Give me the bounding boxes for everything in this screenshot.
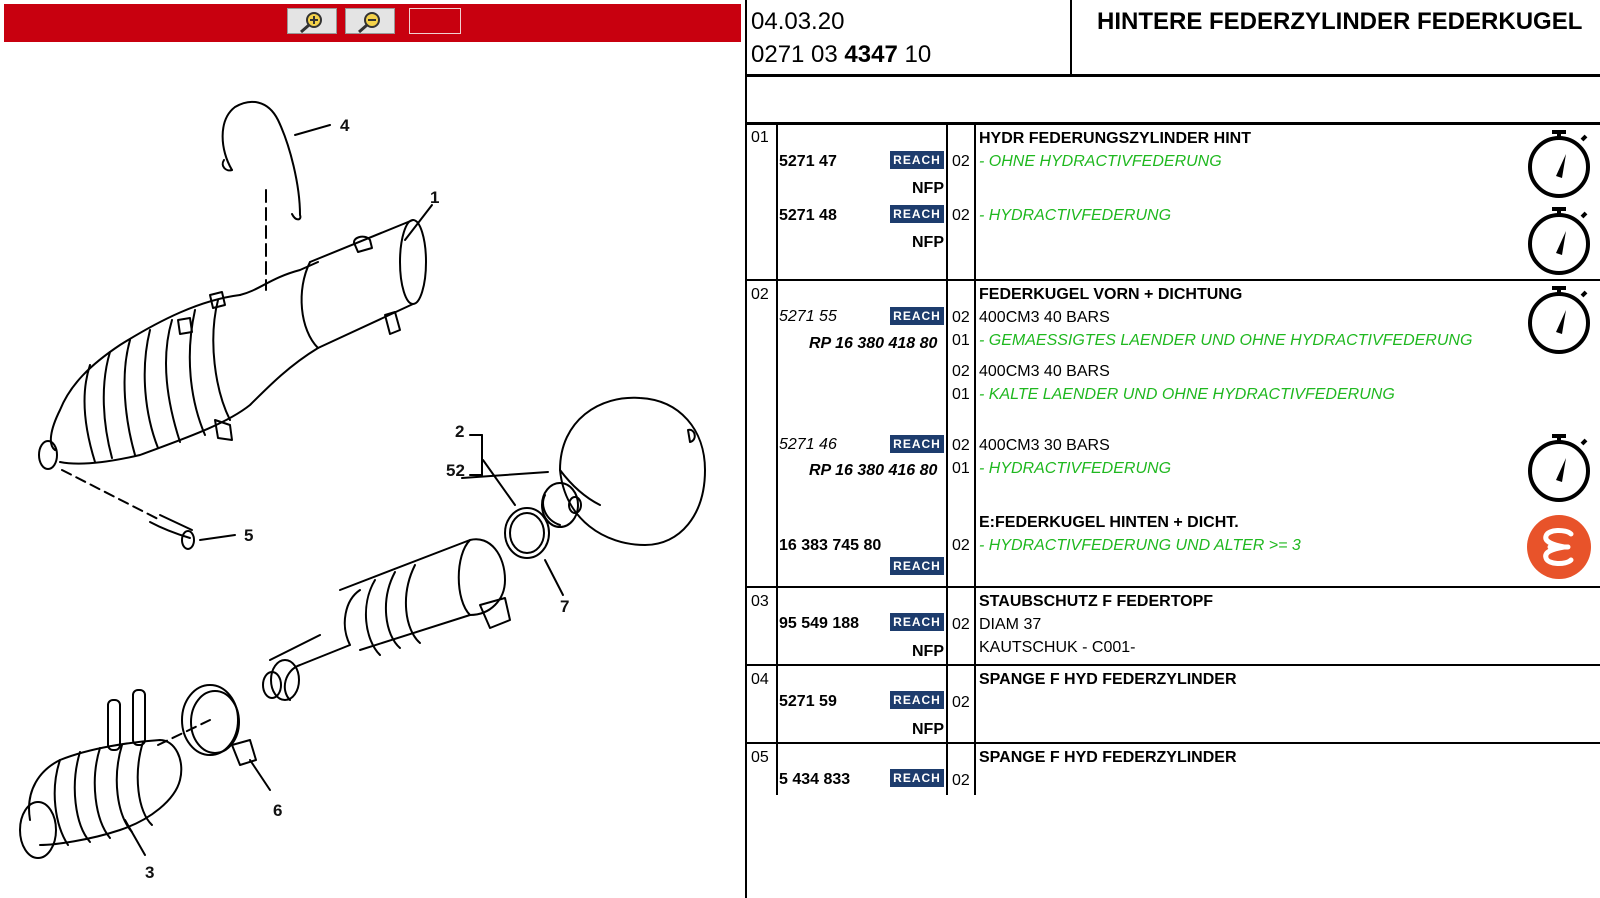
part-1-cylinder xyxy=(400,220,426,304)
part-number-5271-47[interactable]: 5271 47 xyxy=(779,153,837,170)
header-date: 04.03.20 xyxy=(751,8,845,35)
section-02-title: FEDERKUGEL VORN + DICHTUNG xyxy=(979,286,1243,303)
stopwatch-icon[interactable] xyxy=(1526,126,1592,200)
section-02-pos: 02 xyxy=(751,286,769,303)
part-number-5271-59[interactable]: 5271 59 xyxy=(779,693,837,710)
callout-52: 52 xyxy=(446,461,465,480)
section-04-pos: 04 xyxy=(751,671,769,688)
eco-part-icon[interactable] xyxy=(1526,514,1592,580)
zoom-in-icon xyxy=(297,11,327,33)
reach-badge: REACH xyxy=(890,769,944,787)
part-number-5271-48[interactable]: 5271 48 xyxy=(779,207,837,224)
stopwatch-icon[interactable] xyxy=(1526,203,1592,277)
part-5-pin xyxy=(150,522,190,538)
reach-badge: REACH xyxy=(890,691,944,709)
part-2-sphere xyxy=(560,398,705,545)
parts-table: 04.03.20 0271 03 4347 10 HINTERE FEDERZYLINDER FEDERKUGEL 01 HYDR FEDERUNGSZYLINDER HINT 5271 47 REACH 02 - OHNE HYDRACTIVFEDERUNG NFP 5271 48 REACH 02 - HYDRACTIVFEDERUNG NFP 02 FEDERKUGEL VORN + DICHTUNG 5271 55 REACH 02 400CM3 40 BARS RP 16 380 418 80 01 - GEMAESSIGTES LAENDER UND OHNE HYDRACTIVFEDERUNG 02 400CM3 40 BARS 01 - KALTE LAENDER UND OHNE HYDRACTIVFEDERUNG 5271 46 REACH 02 400CM3 30 BARS RP 16 380 416 80 01 - HYDRACTIVFEDERUNG E:FEDERKUGEL HINTEN + DICHT. 16 383 745 80 02 - HYDRACTIVFEDERUNG UND ALTER >= 3 REACH 03 STAUBSCHUTZ F FEDERTOPF 95 549 188 REACH 02 DIAM 37 NFP KAUTSCHUK - C001- 04 SPANGE F HYD FEDERZYLINDER 5271 59 REACH 02 NFP 05 SPANGE F HYD FEDERZYLINDER 5 434 833 REACH 02 xyxy=(747,0,1600,898)
stopwatch-icon[interactable] xyxy=(1526,430,1592,504)
section-05-pos: 05 xyxy=(751,749,769,766)
exploded-parts-diagram xyxy=(0,50,745,898)
zoom-field[interactable] xyxy=(409,8,461,34)
part-number-16-383-745-80[interactable]: 16 383 745 80 xyxy=(779,537,882,554)
diagram-toolbar xyxy=(4,4,741,42)
callout-1: 1 xyxy=(430,188,440,207)
part-number-5271-46[interactable]: 5271 46 xyxy=(779,436,837,453)
callout-7: 7 xyxy=(560,597,570,616)
nfp-flag: NFP xyxy=(912,721,944,738)
zoom-out-button[interactable] xyxy=(345,8,395,34)
reach-badge: REACH xyxy=(890,205,944,223)
callout-4: 4 xyxy=(340,116,350,135)
section-03-title: STAUBSCHUTZ F FEDERTOPF xyxy=(979,593,1214,610)
section-03-pos: 03 xyxy=(751,593,769,610)
part-7-seal xyxy=(505,508,549,558)
section-01-title: HYDR FEDERUNGSZYLINDER HINT xyxy=(979,130,1252,147)
callout-2: 2 xyxy=(455,422,465,441)
part-number-5271-55[interactable]: 5271 55 xyxy=(779,308,837,325)
zoom-in-button[interactable] xyxy=(287,8,337,34)
reach-badge: REACH xyxy=(890,307,944,325)
reach-badge: REACH xyxy=(890,613,944,631)
reach-badge: REACH xyxy=(890,557,944,575)
callout-5: 5 xyxy=(244,526,254,545)
diagram-panel xyxy=(0,0,745,898)
nfp-flag: NFP xyxy=(912,180,944,197)
callout-3: 3 xyxy=(145,863,155,882)
part-number-5-434-833[interactable]: 5 434 833 xyxy=(779,771,851,788)
reach-badge: REACH xyxy=(890,435,944,453)
zoom-out-icon xyxy=(355,11,385,33)
header-reference: 0271 03 4347 10 xyxy=(751,41,932,68)
stopwatch-icon[interactable] xyxy=(1526,282,1592,356)
part-number-rp-16-380-418-80[interactable]: RP 16 380 418 80 xyxy=(809,335,938,352)
section-01-pos: 01 xyxy=(751,129,769,146)
nfp-flag: NFP xyxy=(912,234,944,251)
section-02-sub-title: E:FEDERKUGEL HINTEN + DICHT. xyxy=(979,514,1239,531)
page-title: HINTERE FEDERZYLINDER FEDERKUGEL xyxy=(1097,8,1583,35)
part-4-clip xyxy=(223,102,301,220)
part-number-95-549-188[interactable]: 95 549 188 xyxy=(779,615,860,632)
section-05-title: SPANGE F HYD FEDERZYLINDER xyxy=(979,749,1237,766)
middle-cylinder xyxy=(340,539,505,650)
callout-6: 6 xyxy=(273,801,283,820)
nfp-flag: NFP xyxy=(912,643,944,660)
reach-badge: REACH xyxy=(890,151,944,169)
section-04-title: SPANGE F HYD FEDERZYLINDER xyxy=(979,671,1237,688)
part-number-rp-16-380-416-80[interactable]: RP 16 380 416 80 xyxy=(809,462,938,479)
